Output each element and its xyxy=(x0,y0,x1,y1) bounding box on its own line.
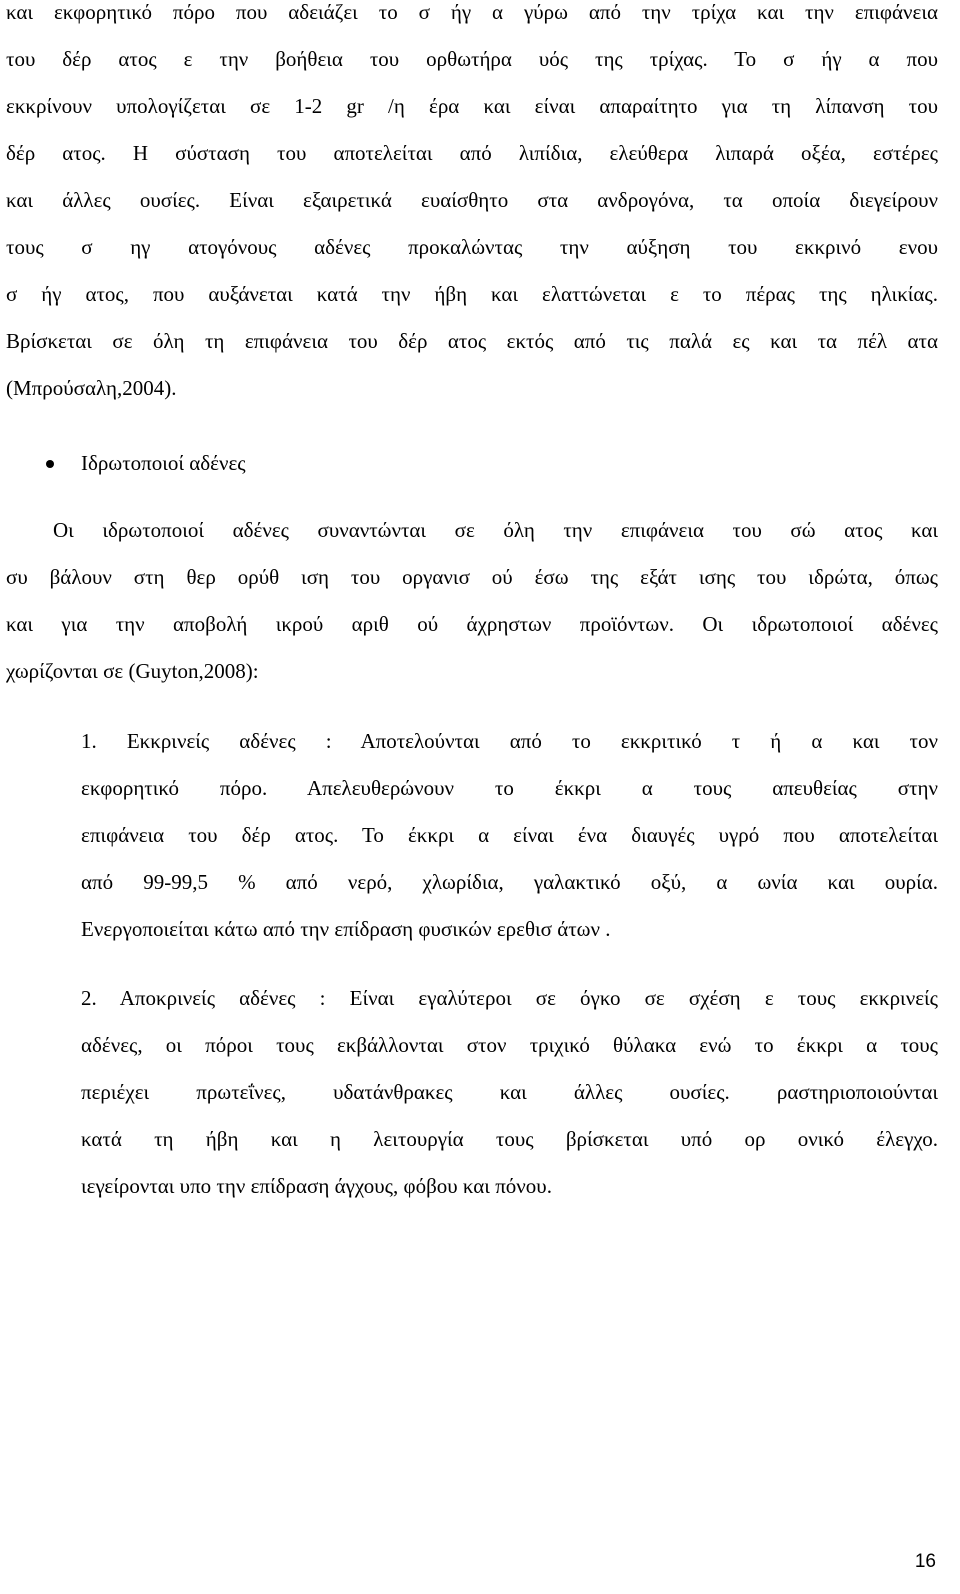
text-line: από 99-99,5 % από νερό, χλωρίδια, γαλακτικό οξύ, α ωνία και ουρία. xyxy=(81,870,938,894)
text-line: περιέχει πρωτεΐνες, υδατάνθρακες και άλλες ουσίες. ραστηριοποιούνται xyxy=(81,1080,938,1104)
text-line: και για την αποβολή ικρού αριθ ού άχρηστων προϊόντων. Οι ιδρωτοποιοί αδένες xyxy=(6,612,938,636)
text-line: (Μπρούσαλη,2004). xyxy=(6,376,177,400)
text-line: τους σ ηγ ατογόνους αδένες προκαλώντας την αύξηση του εκκρινό ενου xyxy=(6,235,938,259)
text-line: Οι ιδρωτοποιοί αδένες συναντώνται σε όλη την επιφάνεια του σώ ατος και xyxy=(53,518,938,542)
text-line: αδένες, οι πόροι τους εκβάλλονται στον τριχικό θύλακα ενώ το έκκρι α τους xyxy=(81,1033,938,1057)
text-line: χωρίζονται σε (Guyton,2008): xyxy=(6,659,259,683)
section-heading: Ιδρωτοποιοί αδένες xyxy=(81,451,246,475)
text-line: σ ήγ ατος, που αυξάνεται κατά την ήβη και ελαττώνεται ε το πέρας της ηλικίας. xyxy=(6,282,938,306)
text-line: ιεγείρονται υπο την επίδραση άγχους, φόβου και πόνου. xyxy=(81,1174,552,1198)
text-line: του δέρ ατος ε την βοήθεια του ορθωτήρα υός της τρίχας. Το σ ήγ α που xyxy=(6,47,938,71)
text-line: Βρίσκεται σε όλη τη επιφάνεια του δέρ ατος εκτός από τις παλά ες και τα πέλ ατα xyxy=(6,329,938,353)
page-number: 16 xyxy=(914,1551,936,1572)
text-line: και άλλες ουσίες. Είναι εξαιρετικά ευαίσθητο στα ανδρογόνα, τα οποία διεγείρουν xyxy=(6,188,938,212)
text-line: 2. Αποκρινείς αδένες : Είναι εγαλύτεροι σε όγκο σε σχέση ε τους εκκρινείς xyxy=(81,986,938,1010)
text-line: Ενεργοποιείται κάτω από την επίδραση φυσικών ερεθισ άτων . xyxy=(81,917,611,941)
text-line: και εκφορητικό πόρο που αδειάζει το σ ήγ α γύρω από την τρίχα και την επιφάνεια xyxy=(6,0,938,24)
text-line: 1. Εκκρινείς αδένες : Αποτελούνται από το εκκριτικό τ ή α και τον xyxy=(81,729,938,753)
text-line: συ βάλουν στη θερ ορύθ ιση του οργανισ ού έσω της εξάτ ισης του ιδρώτα, όπως xyxy=(6,565,938,589)
text-line: επιφάνεια του δέρ ατος. Το έκκρι α είναι ένα διαυγές υγρό που αποτελείται xyxy=(81,823,938,847)
bullet-icon xyxy=(46,460,54,468)
text-line: κατά τη ήβη και η λειτουργία τους βρίσκεται υπό ορ ονικό έλεγχο. xyxy=(81,1127,938,1151)
text-line: δέρ ατος. Η σύσταση του αποτελείται από λιπίδια, ελεύθερα λιπαρά οξέα, εστέρες xyxy=(6,141,938,165)
text-line: εκκρίνουν υπολογίζεται σε 1-2 gr /η έρα και είναι απαραίτητο για τη λίπανση του xyxy=(6,94,938,118)
text-line: εκφορητικό πόρο. Απελευθερώνουν το έκκρι α τους απευθείας στην xyxy=(81,776,938,800)
